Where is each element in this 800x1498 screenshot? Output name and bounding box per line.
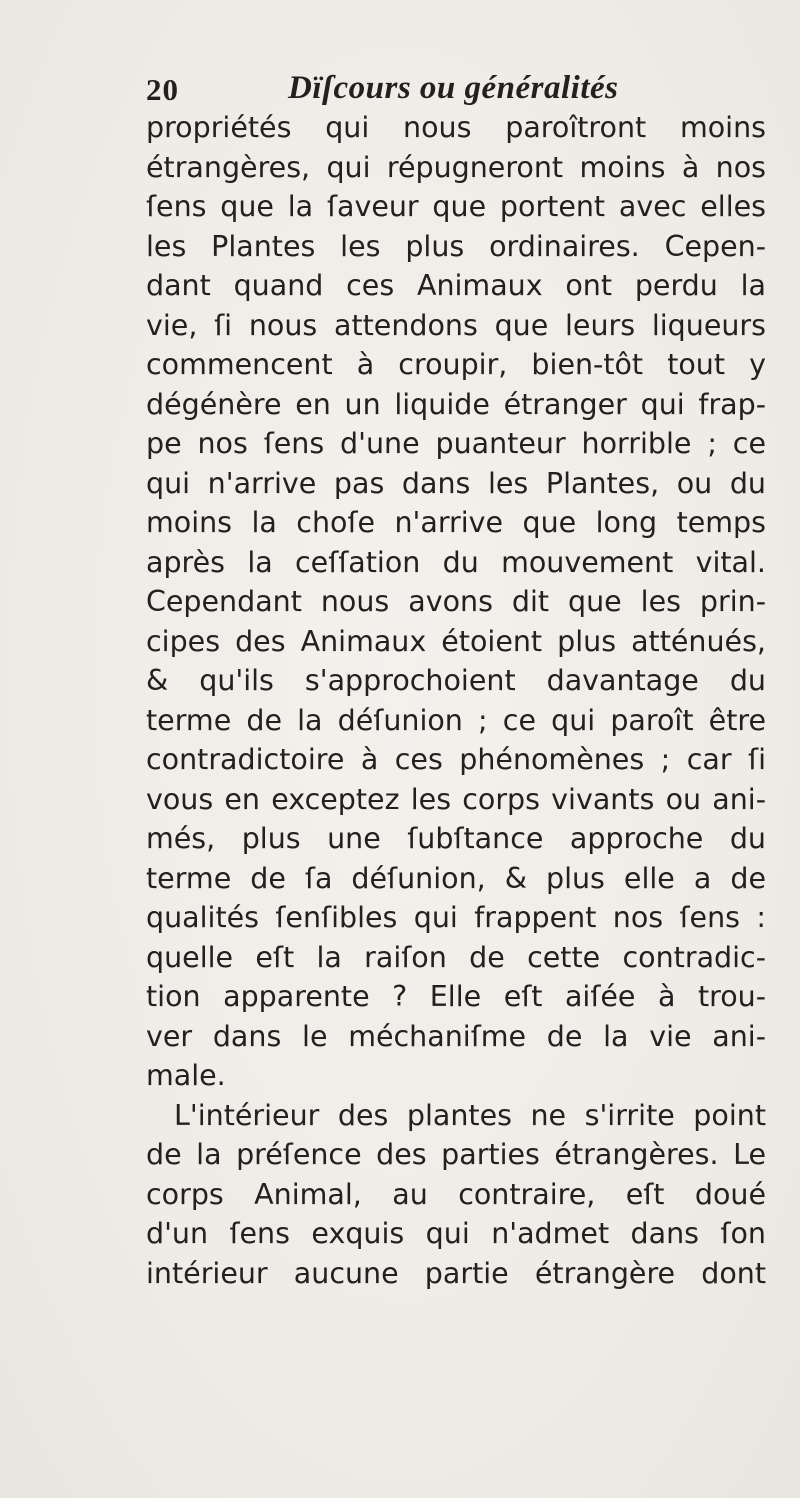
text-line: moins la choſe n'arrive que long temps [146,506,766,539]
text-line: qui n'arrive pas dans les Plantes, ou du [146,466,766,500]
text-line: commencent à croupir, bien-tôt tout y [146,348,766,381]
text-line: de la préſence des parties étrangères. Le [146,1138,766,1171]
paragraph-end-line: male. [146,1059,226,1092]
text-line: étrangères, qui répugneront moins à nos [146,150,766,184]
text-line: intérieur aucune partie étrangère dont [146,1256,766,1290]
paragraph-start-line: L'intérieur des plantes ne s'irrite point [174,1098,766,1132]
text-line: vie, ſi nous attendons que leurs liqueurs [146,308,766,342]
text-line: ſens que la ſaveur que portent avec elles [146,190,766,223]
running-head: Dïſcours ou généralités [288,70,619,106]
text-line: terme de ſa déſunion, & plus elle a de [146,861,766,895]
text-line: Cependant nous avons dit que les prin- [146,585,766,618]
text-line: vous en exceptez les corps vivants ou ani- [146,782,766,816]
text-line: més, plus une ſubſtance approche du [146,822,766,855]
text-line: contradictoire à ces phénomènes ; car ſi [146,743,766,776]
text-line: dant quand ces Animaux ont perdu la [146,269,766,302]
text-line: corps Animal, au contraire, eſt doué [146,1177,766,1211]
text-line: qualités ſenſibles qui frappent nos ſens : [146,901,766,934]
text-line: terme de la déſunion ; ce qui paroît être [146,703,766,737]
text-line: d'un ſens exquis qui n'admet dans ſon [146,1217,766,1250]
text-line: quelle eſt la raiſon de cette contradic- [146,940,766,974]
text-line: cipes des Animaux étoient plus atténués, [146,624,766,658]
text-line: les Plantes les plus ordinaires. Cepen- [146,229,766,263]
body-text [146,108,766,1293]
text-line: dégénère en un liquide étranger qui frap- [146,387,766,421]
text-line: tion apparente ? Elle eſt aiſée à trou- [146,980,766,1013]
text-line: pe nos ſens d'une puanteur horrible ; ce [146,427,766,460]
text-line: ver dans le méchaniſme de la vie ani- [146,1019,766,1053]
page-header [146,68,706,112]
text-line: après la ceſſation du mouvement vital. [146,545,766,579]
text-line: propriétés qui nous paroîtront moins [146,111,766,144]
text-line: & qu'ils s'approchoient davantage du [146,664,766,697]
page-number: 20 [146,72,179,107]
